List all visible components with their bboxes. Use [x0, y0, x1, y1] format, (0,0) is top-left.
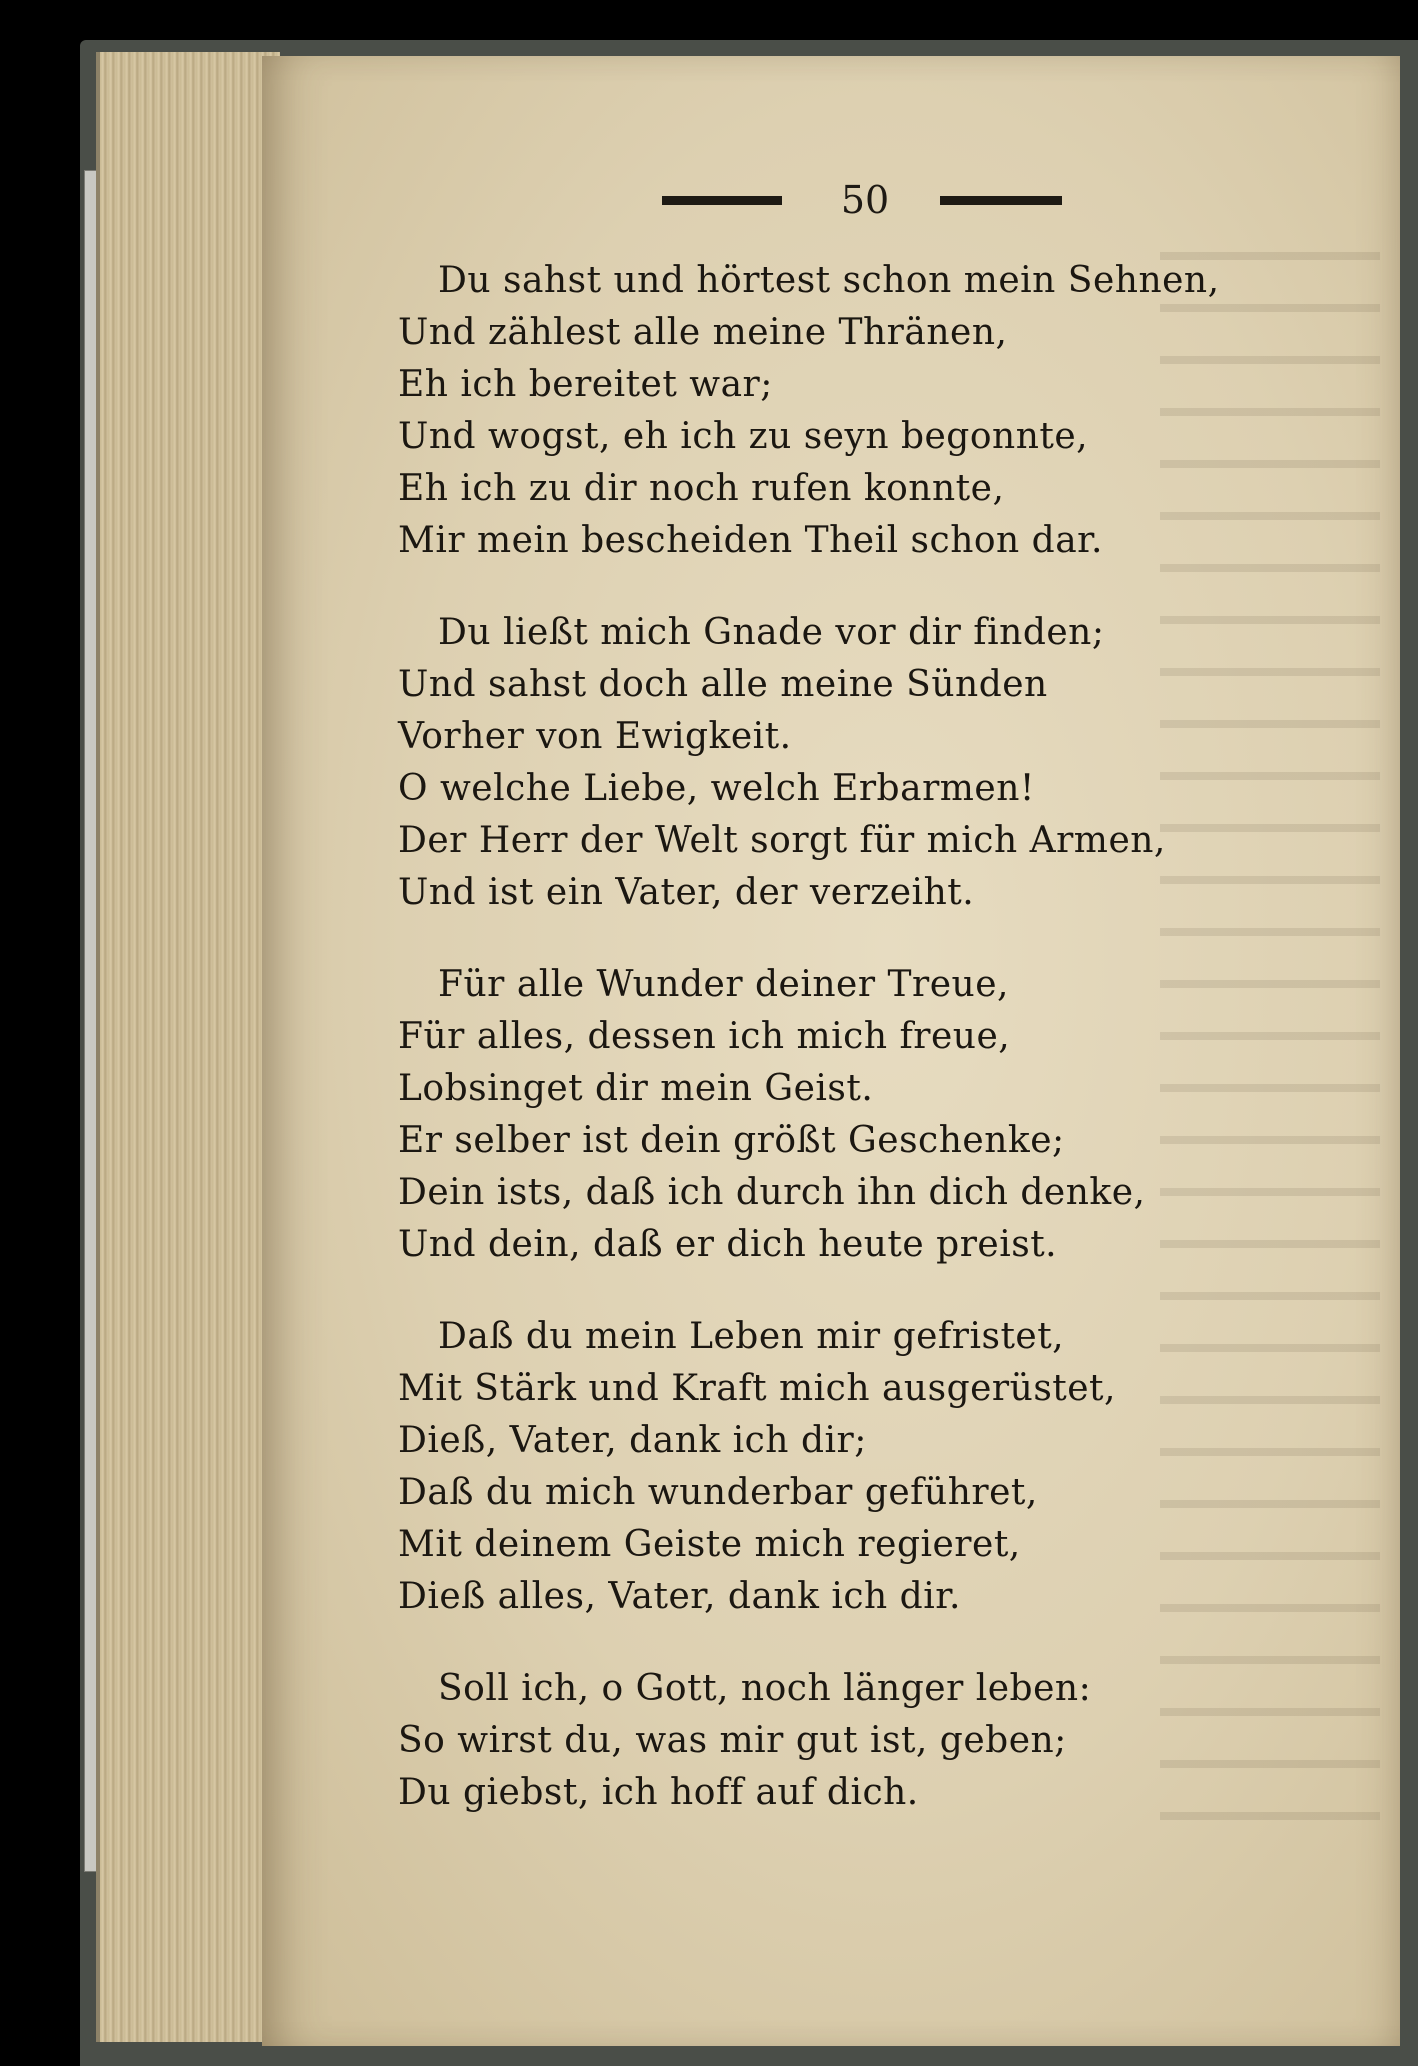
poem-line: Dein ists, daß ich durch ihn dich denke,	[398, 1172, 1146, 1213]
poem-line: Du sahst und hörtest schon mein Sehnen,	[438, 260, 1220, 301]
poem-line: Du ließt mich Gnade vor dir finden;	[438, 612, 1105, 653]
poem-line: Dieß, Vater, dank ich dir;	[398, 1420, 867, 1461]
poem-line: Mir mein bescheiden Theil schon dar.	[398, 520, 1103, 561]
stanza	[398, 607, 1218, 919]
poem-line: Daß du mein Leben mir gefristet,	[438, 1316, 1065, 1357]
poem-line: Für alles, dessen ich mich freue,	[398, 1016, 1011, 1057]
poem-line: Mit deinem Geiste mich regieret,	[398, 1524, 1021, 1565]
poem-line: Daß du mich wunderbar geführet,	[398, 1472, 1038, 1513]
header-rule-right	[940, 196, 1062, 205]
poem-line: Er selber ist dein größt Geschenke;	[398, 1120, 1065, 1161]
poem-line: Und zählest alle meine Thränen,	[398, 312, 1008, 353]
poem-line: O welche Liebe, welch Erbarmen!	[398, 768, 1035, 809]
poem-line: Du giebst, ich hoff auf dich.	[398, 1772, 919, 1813]
poem-line: Und ist ein Vater, der verzeiht.	[398, 872, 975, 913]
stanza	[398, 1663, 1218, 1819]
page-block-edges	[96, 52, 280, 2042]
stanza	[398, 255, 1218, 567]
poem	[398, 255, 1218, 1859]
poem-line: Lobsinget dir mein Geist.	[398, 1068, 874, 1109]
stanza	[398, 959, 1218, 1271]
poem-line: Eh ich zu dir noch rufen konnte,	[398, 468, 1005, 509]
poem-line: So wirst du, was mir gut ist, geben;	[398, 1720, 1067, 1761]
poem-line: Vorher von Ewigkeit.	[398, 716, 792, 757]
poem-line: Und wogst, eh ich zu seyn begonnte,	[398, 416, 1089, 457]
stanza	[398, 1311, 1218, 1623]
header-rule-left	[662, 196, 782, 205]
poem-line: Und dein, daß er dich heute preist.	[398, 1224, 1058, 1265]
page-number: 50	[840, 178, 890, 222]
poem-line: Für alle Wunder deiner Treue,	[438, 964, 1009, 1005]
poem-line: Und sahst doch alle meine Sünden	[398, 664, 1048, 705]
poem-line: Dieß alles, Vater, dank ich dir.	[398, 1576, 961, 1617]
poem-line: Eh ich bereitet war;	[398, 364, 773, 405]
poem-line: Der Herr der Welt sorgt für mich Armen,	[398, 820, 1166, 861]
poem-line: Soll ich, o Gott, noch länger leben:	[438, 1668, 1092, 1709]
poem-line: Mit Stärk und Kraft mich ausgerüstet,	[398, 1368, 1116, 1409]
